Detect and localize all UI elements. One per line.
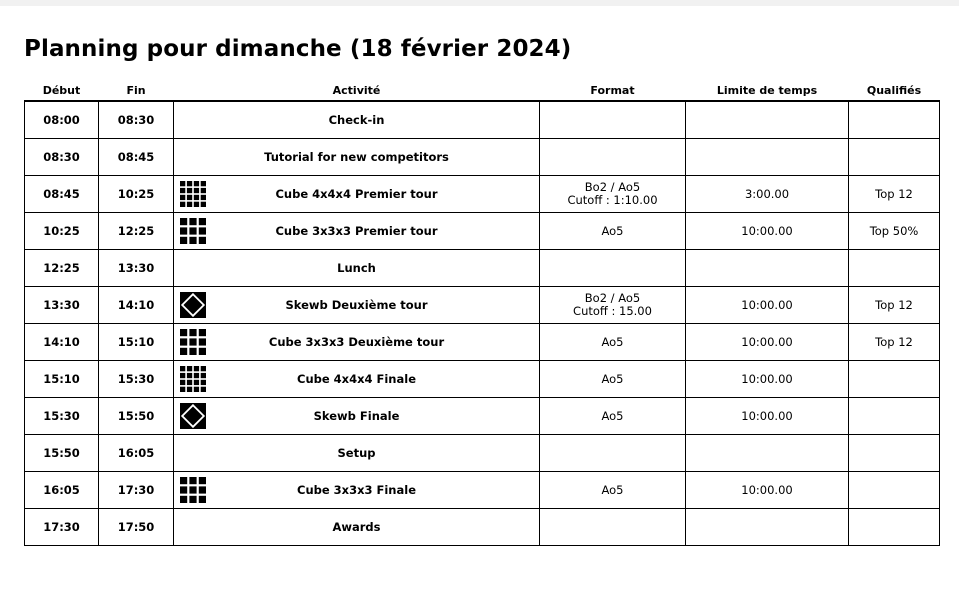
time-limit-cell: 10:00.00 [686, 398, 849, 435]
table-row [25, 435, 940, 472]
skewb-icon [180, 292, 206, 318]
activity-cell [174, 287, 540, 324]
table-row [25, 176, 940, 213]
time-limit-cell: 10:00.00 [686, 472, 849, 509]
table-row [25, 250, 940, 287]
activity-label: Cube 3x3x3 Finale [297, 482, 416, 497]
activity-label: Setup [337, 445, 376, 460]
activity-cell [174, 139, 540, 176]
activity-cell [174, 101, 540, 139]
table-row [25, 361, 940, 398]
header-time-limit: Limite de temps [686, 80, 849, 101]
cube-4x4-icon [180, 366, 206, 392]
end-time-cell: 12:25 [99, 213, 174, 250]
activity-label: Skewb Deuxième tour [285, 297, 428, 312]
table-header-row [25, 80, 940, 101]
format-line: Ao5 [601, 334, 624, 349]
activity-cell [174, 176, 540, 213]
event-icon-wrapper [180, 477, 206, 503]
time-limit-cell [686, 250, 849, 287]
cube-3x3-icon [180, 477, 206, 503]
end-time-cell: 15:30 [99, 361, 174, 398]
qualified-cell [849, 139, 940, 176]
activity-label: Tutorial for new competitors [264, 149, 449, 164]
qualified-cell: Top 12 [849, 176, 940, 213]
time-limit-cell [686, 139, 849, 176]
format-cell [540, 213, 686, 250]
activity-label: Cube 4x4x4 Finale [297, 371, 416, 386]
header-start: Début [25, 80, 99, 101]
end-time-cell: 14:10 [99, 287, 174, 324]
cutoff-line: Cutoff : 1:10.00 [567, 193, 658, 207]
format-line: Ao5 [601, 482, 624, 497]
activity-cell [174, 435, 540, 472]
activity-label: Lunch [337, 260, 376, 275]
end-time-cell: 13:30 [99, 250, 174, 287]
cube-3x3-icon [180, 329, 206, 355]
format-line: Ao5 [601, 408, 624, 423]
qualified-cell: Top 50% [849, 213, 940, 250]
event-icon-wrapper [180, 218, 206, 244]
activity-cell [174, 472, 540, 509]
qualified-cell [849, 250, 940, 287]
cutoff-line: Cutoff : 15.00 [573, 304, 652, 318]
format-cell [540, 324, 686, 361]
cube-4x4-icon [180, 181, 206, 207]
start-time-cell: 08:30 [25, 139, 99, 176]
header-format: Format [540, 80, 686, 101]
header-qualified: Qualifiés [849, 80, 940, 101]
time-limit-cell: 10:00.00 [686, 324, 849, 361]
format-cell [540, 176, 686, 213]
schedule-table [24, 80, 940, 546]
table-row [25, 324, 940, 361]
header-end: Fin [99, 80, 174, 101]
time-limit-cell [686, 101, 849, 139]
header-activity: Activité [174, 80, 540, 101]
format-line: Bo2 / Ao5 [584, 180, 641, 194]
page-title: Planning pour dimanche (18 février 2024) [24, 36, 572, 62]
start-time-cell: 15:50 [25, 435, 99, 472]
start-time-cell: 15:10 [25, 361, 99, 398]
event-icon-wrapper [180, 366, 206, 392]
end-time-cell: 15:10 [99, 324, 174, 361]
activity-label: Cube 4x4x4 Premier tour [275, 186, 438, 201]
start-time-cell: 16:05 [25, 472, 99, 509]
qualified-cell [849, 361, 940, 398]
activity-label: Cube 3x3x3 Deuxième tour [268, 334, 445, 349]
activity-cell [174, 398, 540, 435]
skewb-icon [180, 403, 206, 429]
activity-label: Awards [332, 519, 381, 534]
time-limit-cell [686, 435, 849, 472]
activity-cell [174, 250, 540, 287]
time-limit-cell: 3:00.00 [686, 176, 849, 213]
end-time-cell: 08:30 [99, 101, 174, 139]
format-cell [540, 139, 686, 176]
format-line: Bo2 / Ao5 [584, 291, 641, 305]
end-time-cell: 10:25 [99, 176, 174, 213]
table-row [25, 139, 940, 176]
format-cell [540, 361, 686, 398]
start-time-cell: 10:25 [25, 213, 99, 250]
table-row [25, 398, 940, 435]
time-limit-cell: 10:00.00 [686, 361, 849, 398]
start-time-cell: 14:10 [25, 324, 99, 361]
time-limit-cell: 10:00.00 [686, 213, 849, 250]
table-row [25, 287, 940, 324]
qualified-cell [849, 398, 940, 435]
event-icon-wrapper [180, 181, 206, 207]
table-row [25, 101, 940, 139]
activity-label: Skewb Finale [313, 408, 400, 423]
format-cell [540, 250, 686, 287]
qualified-cell: Top 12 [849, 324, 940, 361]
qualified-cell [849, 509, 940, 546]
activity-cell [174, 361, 540, 398]
format-cell [540, 435, 686, 472]
start-time-cell: 08:45 [25, 176, 99, 213]
qualified-cell [849, 472, 940, 509]
activity-label: Cube 3x3x3 Premier tour [275, 223, 438, 238]
qualified-cell [849, 101, 940, 139]
format-cell [540, 398, 686, 435]
activity-cell [174, 324, 540, 361]
format-cell [540, 101, 686, 139]
format-line: Ao5 [601, 223, 624, 238]
cube-3x3-icon [180, 218, 206, 244]
end-time-cell: 17:30 [99, 472, 174, 509]
time-limit-cell: 10:00.00 [686, 287, 849, 324]
start-time-cell: 15:30 [25, 398, 99, 435]
time-limit-cell [686, 509, 849, 546]
start-time-cell: 12:25 [25, 250, 99, 287]
start-time-cell: 13:30 [25, 287, 99, 324]
format-cell [540, 472, 686, 509]
start-time-cell: 17:30 [25, 509, 99, 546]
format-cell [540, 287, 686, 324]
format-cell [540, 509, 686, 546]
top-bar [0, 0, 959, 6]
qualified-cell [849, 435, 940, 472]
table-row [25, 213, 940, 250]
event-icon-wrapper [180, 329, 206, 355]
end-time-cell: 16:05 [99, 435, 174, 472]
end-time-cell: 17:50 [99, 509, 174, 546]
format-line: Ao5 [601, 371, 624, 386]
activity-label: Check-in [328, 112, 385, 127]
activity-cell [174, 509, 540, 546]
end-time-cell: 08:45 [99, 139, 174, 176]
table-row [25, 509, 940, 546]
event-icon-wrapper [180, 403, 206, 429]
qualified-cell: Top 12 [849, 287, 940, 324]
start-time-cell: 08:00 [25, 101, 99, 139]
activity-cell [174, 213, 540, 250]
event-icon-wrapper [180, 292, 206, 318]
table-row [25, 472, 940, 509]
end-time-cell: 15:50 [99, 398, 174, 435]
